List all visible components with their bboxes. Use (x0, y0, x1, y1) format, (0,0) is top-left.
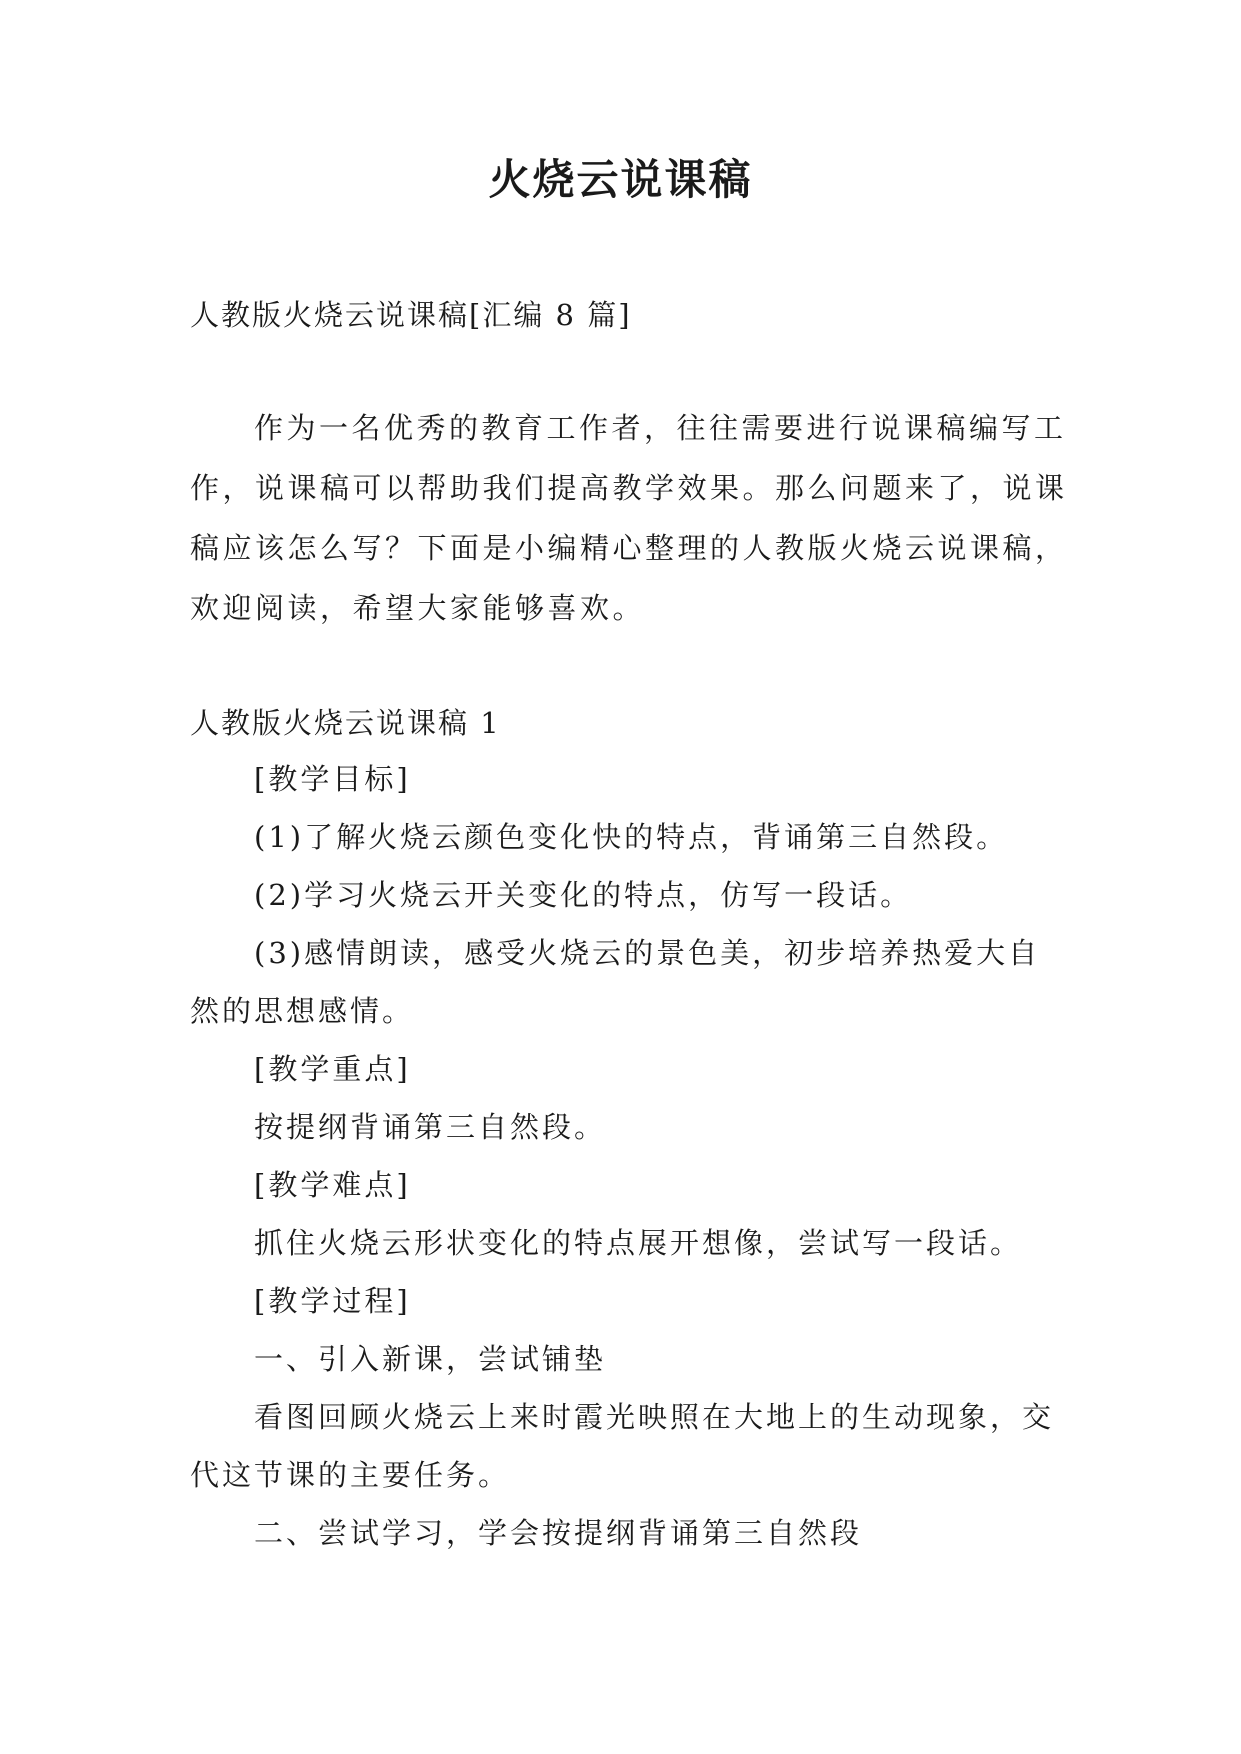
intro-paragraph: 作为一名优秀的教育工作者，往往需要进行说课稿编写工作，说课稿可以帮助我们提高教学效果。那么问题来了，说课稿应该怎么写？下面是小编精心整理的人教版火烧云说课稿，欢迎阅读，希望大家能够喜欢。 (190, 411, 1068, 625)
document-title: 火烧云说课稿 (488, 155, 753, 204)
heading-teaching-goals: [教学目标] (254, 762, 411, 796)
goal-item: (3)感情朗读，感受火烧云的景色美，初步培养热爱大自然的思想感情。 (190, 936, 1041, 1028)
paragraph: 抓住火烧云形状变化的特点展开想像，尝试写一段话。 (254, 1226, 1023, 1260)
step-heading: 一、引入新课，尝试铺垫 (254, 1342, 607, 1376)
document-subtitle: 人教版火烧云说课稿[汇编 8 篇] (190, 298, 632, 332)
paragraph: 看图回顾火烧云上来时霞光映照在大地上的生动现象，交代这节课的主要任务。 (190, 1400, 1055, 1492)
heading-process: [教学过程] (254, 1284, 411, 1318)
section-title: 人教版火烧云说课稿 1 (190, 706, 501, 740)
goal-item: (1)了解火烧云颜色变化快的特点，背诵第三自然段。 (254, 820, 1009, 854)
paragraph: 按提纲背诵第三自然段。 (254, 1110, 607, 1144)
section-content (190, 750, 1070, 1562)
heading-key-points: [教学重点] (254, 1052, 411, 1086)
step-heading: 二、尝试学习，学会按提纲背诵第三自然段 (254, 1516, 863, 1550)
heading-difficulties: [教学难点] (254, 1168, 411, 1202)
goal-item: (2)学习火烧云开关变化的特点，仿写一段话。 (254, 878, 913, 912)
